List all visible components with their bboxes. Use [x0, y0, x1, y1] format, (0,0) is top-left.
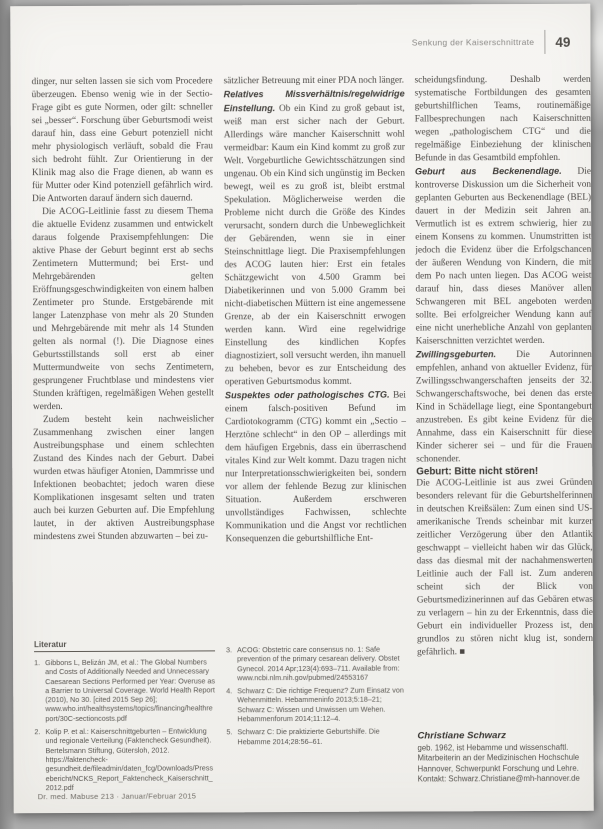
runin-heading: Relatives Missverhältnis/regelwidrige Einstellung.: [223, 88, 405, 114]
body-paragraph: Die ACOG-Leitlinie ist aus zwei Gründen besonders relevant für die Geburtshelferinnen in deutschen Kreißsälen: Zum einen sind US-amerikanische Trends scheinbar mit kurzer zeitlicher Verzögerung über den Atlantik geschwappt – vielleicht haben wir das Glück, dass das diesmal mit der nachahmenswerten Leitlinie auch der Fall ist. Zum anderen scheint sich der Blick von Geburtsmedizinerinnen auf das Gebären etwas zu verlagern – hin zu der Erkenntnis, dass die Geburt ein individueller Prozess ist, den grundlos zu stören nicht klug ist, sondern gefährlich. ■: [416, 477, 594, 658]
footnote-text: Kolip P. et al.: Kaiserschnittgeburten – Entwicklung und regionale Verteilung (Faktencheck Gesundheit). Bertelsmann Stiftung, Gütersloh, 2012. https://faktencheck-gesundheit.de/fileadmin/daten_fcg/Downloads/Pressebericht/NCKS_Report_Faktencheck_Kaiserschnitt_2012.pdf: [45, 726, 214, 792]
footnote-number: 1.: [34, 658, 41, 668]
runin-heading: Zwillingsgeburten.: [415, 349, 497, 360]
body-paragraph: Die ACOG-Leitlinie fasst zu diesem Thema die aktuelle Evidenz zusammen und entwickelt daraus folgende Praxisempfehlungen: Die aktive Phase der Geburt beginnt erst ab sechs Zentimetern Muttermund; bei Erst- und Mehrgebärenden gelten Eröffnungsgeschwindigkeiten von einem halben Zentimeter pro Stunde. Erstgebärende mit langer Latenzphase von mehr als 20 Stunden und Mehrgebärende mit mehr als 14 Stunden gelten als normal (!). Die Diagnose eines Geburtsstillstands soll erst ab einer Muttermundweite von sechs Zentimetern, gesprungener Fruchtblase und mindestens vier Stunden kräftigen, regelmäßigen Wehen gestellt werden.: [32, 206, 214, 413]
journal-footer: Dr. med. Mabuse 213 · Januar/Februar 2015: [37, 791, 197, 802]
body-paragraph: sätzlicher Betreuung mit einer PDA noch länger.: [223, 75, 405, 87]
footnote-item: [34, 657, 215, 723]
footnote-list-continued: [226, 645, 407, 751]
page-number: 49: [555, 34, 571, 50]
column-left: [32, 75, 215, 628]
footnote-list: [34, 657, 216, 792]
section-text: Die kontroverse Diskussion um die Sicherheit von geplanten Geburten aus Beckenendlage (BEL) dauert in der Medizin seit Jahren an. Vermutlich ist es extrem schwierig, hier zu einem Konsens zu kommen. Unumstritten ist jedoch die Evidenz über die Erfolgschancen der äußeren Wendung von Kindern, die mit dem Po nach unten liegen. Das ACOG weist darauf hin, dass dieses Manöver allen Schwangeren mit BEL angeboten werden sollte. Bei erfolgreicher Wendung kann auf eine nicht unerhebliche Anzahl von geplanten Kaiserschnitten verzichtet werden.: [415, 166, 592, 347]
page-header: [412, 30, 571, 55]
literature-block: [34, 639, 216, 796]
column-right: [415, 74, 594, 723]
column-middle: [224, 75, 407, 628]
section-text: Bei einem falsch-positiven Befund im Cardiotokogramm (CTG) kommt ein „Sectio – Herztöne schlecht“ in den OP – allerdings mit dem häufigen Ergebnis, dass ein überraschend vitales Kind zur Welt kommt. Dazu tragen nicht nur Interpretationsschwierigkeiten bei, sondern vor allem der fehlende Bezug zur klinischen Situation. Außerdem erschweren unvollständiges Fachwissen, schlechte Kommunikation und die Angst vor rechtlichen Konsequenzen die geburtshilfliche Ent-: [224, 390, 407, 545]
section-title: Senkung der Kaiserschnittrate: [411, 36, 535, 48]
footnote-text: Gibbons L, Belizán JM, et al.: The Global Numbers and Costs of Additionally Needed and Unnecessary Caesarean Sections Performed per Year: Overuse as a Barrier to Universal Coverage. World Health Report (2010), No 30. [cited 2015 Sep 26]; www.who.int/healthsystems/topics/financing/healthreport/30C-sectioncosts.pdf: [45, 657, 216, 723]
footnote-item: [226, 645, 407, 683]
scanned-page: [10, 4, 594, 814]
section-text: Die Autorinnen empfehlen, anhand von aktueller Evidenz, für Zwillingsschwangerschaften jenseits der 32. Schwangerschaftswoche, bei denen das erste Kind in Schädellage liegt, eine Spontangeburt anzustreben. Es gibt keine Evidenz für die Annahme, dass ein Kaiserschnitt für diese Kinder sicherer sei – und für die Frauen schonender.: [415, 349, 593, 465]
runin-heading: Geburt aus Beckenendlage.: [414, 165, 562, 177]
footnote-number: 2.: [34, 727, 41, 737]
footnote-item: [226, 686, 407, 724]
body-paragraph: dinger, nur selten lassen sie sich vom Procedere überzeugen. Ebenso wenig wie in der Sectio-Frage gibt es gute Normen, oder gilt: schneller sei „besser“. Forschung über Geburtsmodi weist darauf hin, dass eine Geburt potenziell nicht mehr physiologisch verläuft, sobald die Frau sich bedroht fühlt. Zur Orientierung in der Klinik mag also die Frage dienen, ab wann es für Mutter oder Kind potenziell gefährlich wird. Die Antworten darauf ändern sich dauernd.: [31, 76, 214, 205]
page-content: [10, 4, 594, 814]
section-paragraph: [416, 348, 593, 467]
author-contact: Kontakt: Schwarz.Christiane@mh-hannover.de: [417, 774, 580, 784]
footnote-text: ACOG: Obstetric care consensus no. 1: Safe prevention of the primary cesarean delivery. Obstet Gynecol. 2014 Apr;123(4):693–711. Available from: www.ncbi.nlm.nih.gov/pubmed/24553167: [237, 644, 400, 683]
author-name: Christiane Schwarz: [417, 730, 506, 742]
runin-heading: Suspektes oder pathologisches CTG.: [224, 389, 390, 401]
literature-heading: Literatur: [34, 639, 215, 652]
body-paragraph: Zudem besteht kein nachweislicher Zusammenhang zwischen einer langen Austreibungsphase und einem schlechten Zustand des Kindes nach der Geburt. Dabei wurden etwas häufiger Atonien, Dammrisse und Infektionen beobachtet; jedoch waren diese Komplikationen insgesamt selten und traten auch bei kurzen Geburten auf. Die Empfehlung lautet, in der aktiven Austreibungsphase mindestens zwei Stunden abzuwarten – bei zu-: [33, 414, 215, 543]
section-paragraph: [225, 389, 407, 547]
body-paragraph: scheidungsfindung. Deshalb werden systematische Fortbildungen des gesamten geburtshilflichen Teams, routinemäßige Fallbesprechungen nach Kaiserschnitten wegen „pathologischem CTG“ und die regelmäßige Einbeziehung der klinischen Befunde in das Gesamtbild empfohlen.: [414, 74, 591, 164]
footnote-item: [34, 726, 215, 792]
footnote-number: 4.: [226, 686, 233, 696]
section-text: Ob ein Kind zu groß gebaut ist, weiß man erst sicher nach der Geburt. Allerdings wäre mancher Kaiserschnitt wohl vermeidbar: Kaum ein Kind kommt zu groß zur Welt. Vorgeburtliche Gewichtsschätzungen sind ungenau. Ob ein Kind sich ungünstig im Becken bewegt, weil es zu groß ist, bleibt erstmal Spekulation. Möglicherweise werden die Probleme nicht durch die Größe des Kindes verursacht, sondern durch die Unbeweglichkeit der Gebärenden, wenn sie in einer Steinschnittlage liegt. Die Praxisempfehlungen des ACOG lauten hier: Erst ein fetales Schätzgewicht von 4.500 Gramm bei Diabetikerinnen und von 5.000 Gramm bei nicht-diabetischen Müttern ist eine angemessene Grenze, ab der ein Kaiserschnitt erwogen werden kann. Wird eine regelwidrige Einstellung des kindlichen Kopfes diagnostiziert, soll versucht werden, ihn manuell zu beheben, bevor es zur Entscheidung des operativen Geburtsmodus kommt.: [223, 103, 406, 388]
author-bio-text: geb. 1962, ist Hebamme und wissenschaftl. Mitarbeiterin an der Medizinischen Hochschule Hannover, Schwerpunkt Forschung und Lehre.: [417, 742, 580, 774]
section-paragraph: [415, 165, 592, 349]
footnote-number: 5.: [226, 727, 233, 737]
footnote-text: Schwarz C: Die praktizierte Geburtshilfe. Die Hebamme 2014;28:56–61.: [237, 727, 380, 746]
author-bio-block: [417, 730, 593, 785]
subheading: Geburt: Bitte nicht stören!: [416, 465, 539, 478]
footnote-item: [226, 727, 407, 746]
footnote-number: 3.: [226, 645, 233, 655]
footnote-text: Schwarz C: Die richtige Frequenz? Zum Einsatz von Wehenmitteln. Hebammeninfo 2013;5:18–21; Schwarz C: Wissen und Unwissen um Wehen. Hebammenforum 2014;11:12–4.: [237, 685, 404, 724]
section-paragraph: [224, 88, 406, 390]
page-number-divider: [544, 30, 545, 54]
